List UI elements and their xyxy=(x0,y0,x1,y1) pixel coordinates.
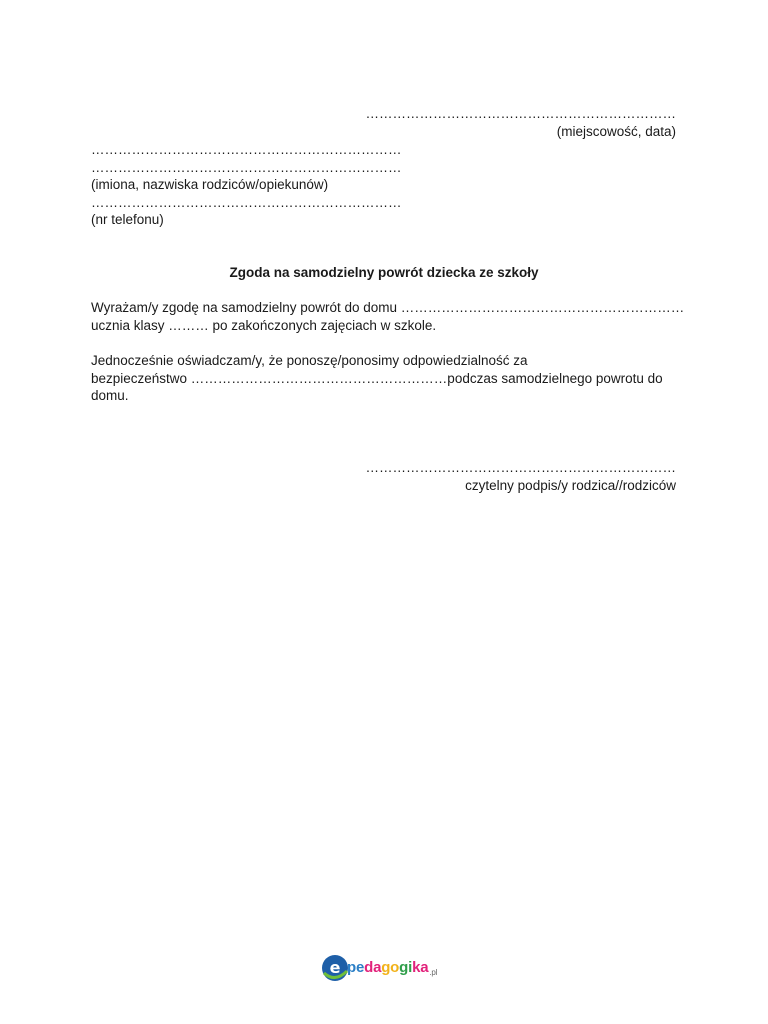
consent-line-1: Wyrażam/y zgodę na samodzielny powrót do domu ……………………………………………………… xyxy=(91,300,685,315)
place-date-label: (miejscowość, data) xyxy=(556,123,676,139)
responsibility-paragraph xyxy=(91,352,681,405)
responsibility-line-2: bezpieczeństwo …………………………………………………podczas samodzielnego powrotu do xyxy=(91,370,663,386)
responsibility-line-1: Jednocześnie oświadczam/y, że ponoszę/ponosimy odpowiedzialność za xyxy=(91,353,528,368)
svg-text:e: e xyxy=(329,958,341,977)
parents-dots-line-2: …………………………………………………………… xyxy=(91,159,402,175)
phone-dots-line: …………………………………………………………… xyxy=(91,194,402,210)
consent-paragraph xyxy=(91,299,685,334)
signature-block xyxy=(366,459,677,494)
parents-block xyxy=(91,141,402,229)
logo-wordmark: pedagogika$_{.pl}$ xyxy=(347,958,438,977)
signature-label: czytelny podpis/y rodzica//rodziców xyxy=(465,477,676,493)
epedagogika-logo xyxy=(320,952,437,984)
parents-names-label: (imiona, nazwiska rodziców/opiekunów) xyxy=(91,177,329,192)
signature-dots: …………………………………………………………… xyxy=(365,460,676,475)
place-date-block xyxy=(366,105,677,140)
phone-label: (nr telefonu) xyxy=(91,212,164,227)
responsibility-line-3: domu. xyxy=(91,388,129,403)
consent-line-2: ucznia klasy ……… po zakończonych zajęciach w szkole. xyxy=(91,317,437,333)
place-date-dots: …………………………………………………………… xyxy=(365,106,676,121)
logo-e-icon xyxy=(320,953,350,983)
document-title: Zgoda na samodzielny powrót dziecka ze szkoły xyxy=(229,265,539,280)
parents-dots-line-1: …………………………………………………………… xyxy=(91,142,402,157)
